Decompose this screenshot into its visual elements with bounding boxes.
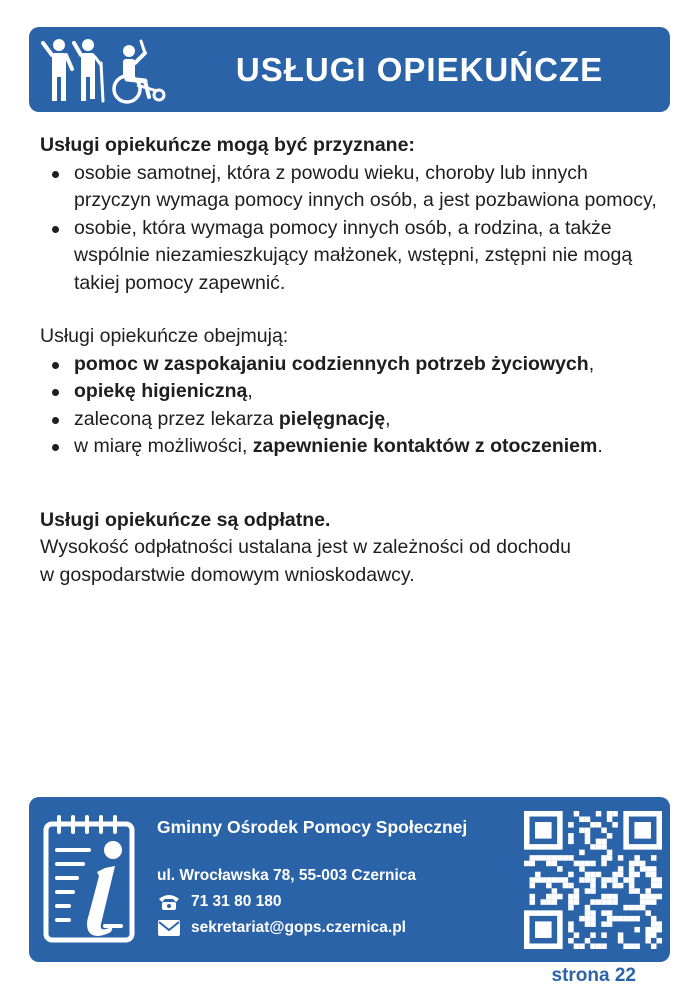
fee-text-line: Wysokość odpłatności ustalana jest w zależności od dochodu [40, 536, 571, 558]
phone-row [157, 893, 282, 911]
list-item-text: , [247, 380, 253, 402]
list-item: osobie samotnej, która z powodu wieku, choroby lub innych przyczyn wymaga pomocy innych osób, a jest pozbawiona pomocy, [40, 160, 665, 215]
page-title: USŁUGI OPIEKUŃCZE [235, 50, 604, 88]
organization-name: Gminny Ośrodek Pomocy Społecznej [157, 817, 468, 837]
list-item-text: . [597, 435, 603, 457]
list-item [40, 351, 665, 379]
list-item-bold: zapewnienie kontaktów z otoczeniem [252, 435, 598, 457]
email-address[interactable]: sekretariat@gops.czernica.pl [191, 919, 406, 936]
page-number: strona 22 [551, 965, 636, 986]
list-item-bold: opiekę higieniczną [74, 380, 248, 402]
info-document-icon [43, 814, 137, 944]
services-list [40, 351, 665, 461]
section3-heading: Usługi opiekuńcze są odpłatne. [40, 508, 331, 531]
list-item [40, 433, 665, 461]
list-item-text: w miarę możliwości, [74, 435, 253, 457]
list-item-text: , [385, 407, 391, 430]
eligibility-list [40, 160, 665, 298]
list-item: osobie, która wymaga pomocy innych osób, a rodzina, a także wspólnie niezamieszkujący małżonek, wstępni, zstępni nie mogą takiej pomocy zapewnić. [40, 215, 665, 298]
main-content [40, 132, 665, 589]
contact-footer [29, 797, 670, 962]
qr-code[interactable] [524, 811, 662, 949]
email-row [157, 919, 406, 937]
fee-text-line: w gospodarstwie domowym wnioskodawcy. [40, 563, 415, 586]
list-item [40, 378, 665, 406]
header-banner [29, 27, 670, 112]
list-item [40, 406, 665, 434]
people-with-disabilities-icon [41, 35, 181, 105]
envelope-icon [157, 919, 181, 937]
list-item-text: zaleconą przez lekarza [74, 407, 279, 430]
list-item-bold: pielęgnację [278, 407, 386, 430]
section1-heading: Usługi opiekuńcze mogą być przyznane: [40, 134, 415, 156]
list-item-text: , [588, 352, 595, 375]
address: ul. Wrocławska 78, 55-003 Czernica [157, 867, 417, 884]
phone-icon [157, 893, 181, 911]
section2-intro: Usługi opiekuńcze obejmują: [40, 325, 289, 347]
phone-number[interactable]: 71 31 80 180 [191, 893, 282, 910]
list-item-bold: pomoc w zaspokajaniu codziennych potrzeb życiowych [74, 352, 589, 375]
